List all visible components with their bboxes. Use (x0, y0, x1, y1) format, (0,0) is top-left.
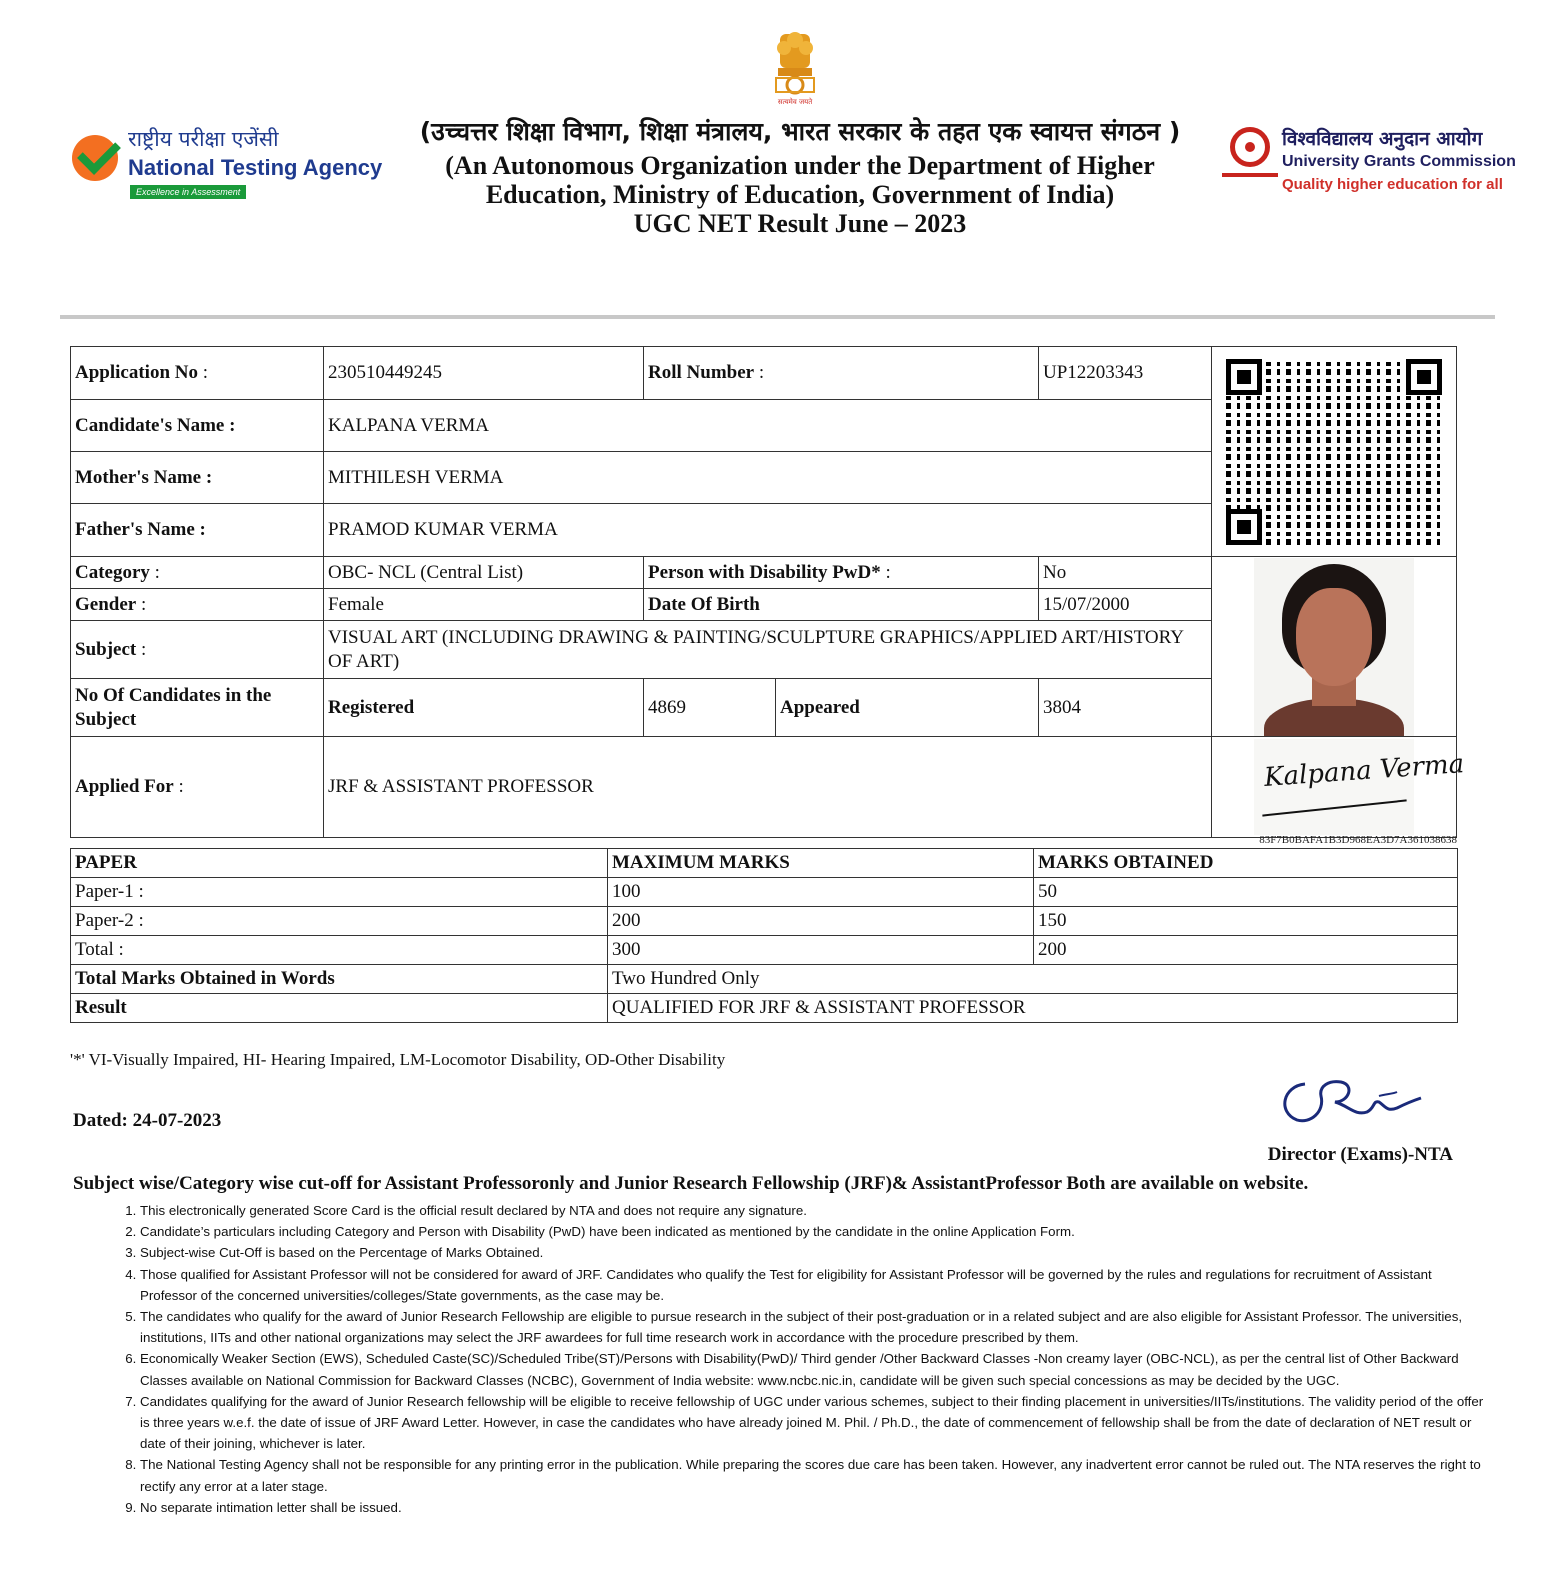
list-item: 9. No separate intimation letter shall be issued. (140, 1497, 1490, 1518)
director-signature (1275, 1072, 1425, 1132)
paper-name: Paper-1 : (71, 878, 608, 907)
table-row (71, 878, 1458, 907)
list-item: 5. The candidates who qualify for the award of Junior Research Fellowship are eligible to pursue research in the subject of their post-graduation or in a related subject and are also eligible for Assistant Professor. The universities, institutions, IITs and other national organizations may select the JRF awardees for full time research work in accordance with the procedure prescribed by them. (140, 1306, 1490, 1348)
candidates-count-label: No Of Candidates in the Subject (71, 679, 324, 737)
appeared-value: 3804 (1039, 679, 1212, 737)
result-value: QUALIFIED FOR JRF & ASSISTANT PROFESSOR (608, 994, 1458, 1023)
nta-logo (72, 125, 382, 205)
list-item: 8. The National Testing Agency shall not be responsible for any printing error in the publication. While preparing the scores due care has been taken. However, any inadvertent error cannot be ruled out. The NTA reserves the right to rectify any error at a later stage. (140, 1454, 1490, 1496)
category-value: OBC- NCL (Central List) (324, 557, 644, 589)
gender-label: Gender : (71, 589, 324, 621)
application-no-label: Application No : (71, 347, 324, 400)
registered-label: Registered (324, 679, 644, 737)
marks-obtained: 200 (1034, 936, 1458, 965)
list-item: 4. Those qualified for Assistant Professor will not be considered for award of JRF. Candidates who qualify the Test for eligibility for Assistant Professor will be governed by the rules and regulations for recruitment of Assistant Professor of the concerned universities/colleges/State governments, as the case may be. (140, 1264, 1490, 1306)
ugc-logo (1222, 125, 1516, 205)
father-name-label: Father's Name : (71, 504, 324, 557)
appeared-label: Appeared (776, 679, 1039, 737)
candidate-name-label: Candidate's Name : (71, 400, 324, 452)
max-marks: 200 (608, 907, 1034, 936)
paper-header: PAPER (71, 849, 608, 878)
national-emblem-icon (770, 30, 820, 108)
list-item: 2. Candidate’s particulars including Category and Person with Disability (PwD) have been indicated as mentioned by the candidate in the online Application Form. (140, 1221, 1490, 1242)
document-header (405, 115, 1195, 238)
list-item: 6. Economically Weaker Section (EWS), Scheduled Caste(SC)/Scheduled Tribe(ST)/Persons with Disability(PwD)/ Third gender /Other Backward Classes -Non creamy layer (OBC-NCL), as per the central list of Other Backward Classes available on National Commission for Backward Classes (NCBC), Government of India website: www.ncbc.nic.in, candidate will be given such special concessions as may be decided by the UGC. (140, 1348, 1490, 1390)
table-row (71, 907, 1458, 936)
nta-tagline: Excellence in Assessment (130, 185, 246, 199)
roll-number-label: Roll Number : (644, 347, 1039, 400)
roll-number-value: UP12203343 (1039, 347, 1212, 400)
document-hash: 83F7B0BAFA1B3D968EA3D7A361038638 (1259, 834, 1457, 846)
list-item: 3. Subject-wise Cut-Off is based on the Percentage of Marks Obtained. (140, 1242, 1490, 1263)
paper-name: Total : (71, 936, 608, 965)
ugc-english-name: University Grants Commission (1282, 153, 1516, 170)
applied-for-label: Applied For : (71, 737, 324, 838)
header-divider (60, 315, 1495, 319)
candidate-info-table (70, 346, 1466, 838)
dob-value: 15/07/2000 (1039, 589, 1212, 621)
table-row (71, 936, 1458, 965)
marks-in-words-label: Total Marks Obtained in Words (71, 965, 608, 994)
result-label: Result (71, 994, 608, 1023)
subject-label: Subject : (71, 621, 324, 679)
nta-hindi-name: राष्ट्रीय परीक्षा एजेंसी (128, 127, 279, 151)
candidate-photo (1254, 558, 1414, 736)
marks-in-words-value: Two Hundred Only (608, 965, 1458, 994)
disability-footnote: '*' VI-Visually Impaired, HI- Hearing Impaired, LM-Locomotor Disability, OD-Other Disability (70, 1050, 726, 1069)
dob-label: Date Of Birth (644, 589, 1039, 621)
header-hindi-line: (उच्चत्तर शिक्षा विभाग, शिक्षा मंत्रालय, भारत सरकार के तहत एक स्वायत्त संगठन ) (419, 117, 1181, 146)
nta-tick-icon (72, 135, 118, 181)
cutoff-notice: Subject wise/Category wise cut-off for Assistant Professoronly and Junior Research Fellowship (JRF)& AssistantProfessor Both are available on website. (73, 1173, 1309, 1194)
photo-cell (1212, 557, 1457, 737)
marks-obtained: 150 (1034, 907, 1458, 936)
max-marks: 300 (608, 936, 1034, 965)
pwd-label: Person with Disability PwD* : (644, 557, 1039, 589)
applied-for-value: JRF & ASSISTANT PROFESSOR (324, 737, 1212, 838)
marks-table (70, 848, 1458, 1023)
mother-name-value: MITHILESH VERMA (324, 452, 1212, 504)
pwd-value: No (1039, 557, 1212, 589)
ugc-wheel-icon (1230, 127, 1270, 167)
gender-value: Female (324, 589, 644, 621)
ugc-tagline: Quality higher education for all (1282, 176, 1503, 193)
ugc-hindi-name: विश्वविद्यालय अनुदान आयोग (1282, 128, 1483, 150)
qr-code-icon (1226, 359, 1442, 545)
max-marks-header: MAXIMUM MARKS (608, 849, 1034, 878)
emblem-motto: सत्यमेव जयते (777, 98, 813, 106)
director-title: Director (Exams)-NTA (1267, 1144, 1453, 1165)
document-title: UGC NET Result June – 2023 (633, 209, 967, 238)
subject-value: VISUAL ART (INCLUDING DRAWING & PAINTING/SCULPTURE GRAPHICS/APPLIED ART/HISTORY OF ART) (324, 621, 1212, 679)
nta-english-name: National Testing Agency (128, 155, 383, 180)
mother-name-label: Mother's Name : (71, 452, 324, 504)
candidate-name-value: KALPANA VERMA (324, 400, 1212, 452)
list-item: 1. This electronically generated Score Card is the official result declared by NTA and does not require any signature. (140, 1200, 1490, 1221)
marks-obtained-header: MARKS OBTAINED (1034, 849, 1458, 878)
paper-name: Paper-2 : (71, 907, 608, 936)
registered-value: 4869 (644, 679, 776, 737)
marks-obtained: 50 (1034, 878, 1458, 907)
issue-date: Dated: 24-07-2023 (73, 1110, 222, 1131)
list-item: 7. Candidates qualifying for the award of Junior Research fellowship will be eligible to receive fellowship of UGC under various schemes, subject to their finding placement in universities/IITs/institutions. The validity period of the offer is three years w.e.f. the date of issue of JRF Award Letter. However, in case the candidates who have already joined M. Phil. / Ph.D., the date of commencement of fellowship shall be from the date of declaration of NET result or date of their joining, whichever is later. (140, 1391, 1490, 1455)
max-marks: 100 (608, 878, 1034, 907)
father-name-value: PRAMOD KUMAR VERMA (324, 504, 1212, 557)
notes-list (103, 1200, 1490, 1518)
signature-cell (1212, 737, 1466, 838)
qr-code-cell (1212, 347, 1457, 557)
category-label: Category : (71, 557, 324, 589)
application-no-value: 230510449245 (324, 347, 644, 400)
candidate-signature: Kalpana Verma (1254, 739, 1414, 835)
header-english-line: (An Autonomous Organization under the Department of Higher Education, Ministry of Education, Government of India) (445, 151, 1155, 209)
